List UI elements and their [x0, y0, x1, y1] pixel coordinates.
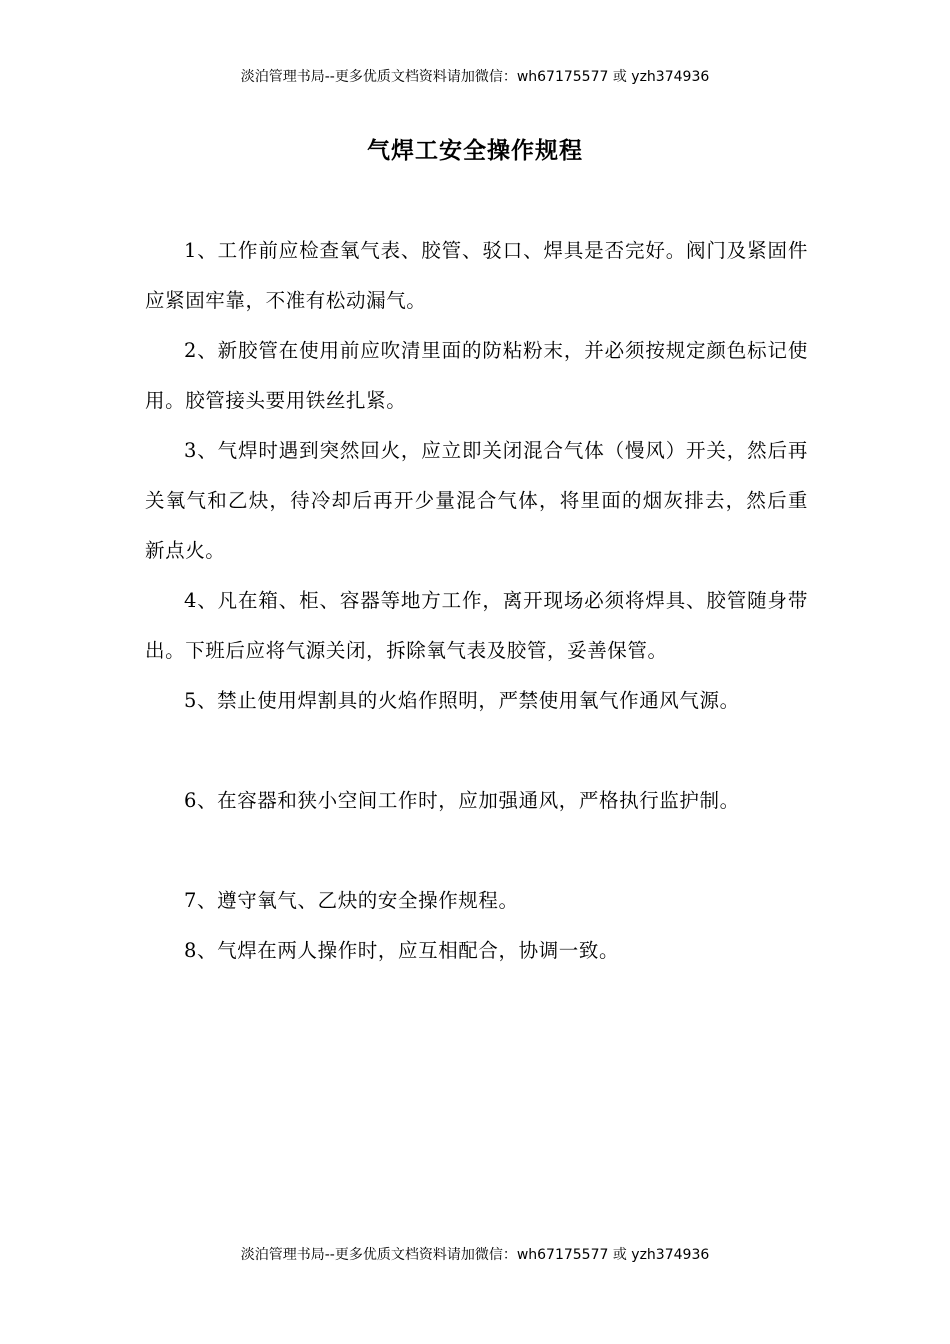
rule-paragraph-4: 4、凡在箱、柜、容器等地方工作，离开现场必须将焊具、胶管随身带出。下班后应将气源关闭，拆除氧气表及胶管，妥善保管。: [145, 589, 808, 662]
rule-paragraph-6: 6、在容器和狭小空间工作时，应加强通风，严格执行监护制。: [184, 789, 740, 812]
rule-paragraph-8: 8、气焊在两人操作时，应互相配合，协调一致。: [184, 939, 620, 962]
document-title: 气焊工安全操作规程: [367, 138, 583, 164]
rule-paragraph-5: 5、禁止使用焊割具的火焰作照明，严禁使用氧气作通风气源。: [184, 689, 740, 712]
rule-paragraph-7: 7、遵守氧气、乙炔的安全操作规程。: [184, 889, 519, 912]
rule-paragraph-3: 3、气焊时遇到突然回火，应立即关闭混合气体（慢风）开关，然后再关氧气和乙炔，待冷却后再开少量混合气体，将里面的烟灰排去，然后重新点火。: [145, 439, 808, 562]
rule-paragraph-2: 2、新胶管在使用前应吹清里面的防粘粉末，并必须按规定颜色标记使用。胶管接头要用铁丝扎紧。: [145, 339, 808, 412]
page-footer: 淡泊管理书局--更多优质文档资料请加微信：wh67175577 或 yzh374936: [240, 1247, 710, 1263]
rule-paragraph-1: 1、工作前应检查氧气表、胶管、驳口、焊具是否完好。阀门及紧固件应紧固牢靠，不准有松动漏气。: [145, 239, 808, 312]
page-header: 淡泊管理书局--更多优质文档资料请加微信：wh67175577 或 yzh374936: [240, 69, 710, 85]
document-body: [145, 226, 808, 976]
